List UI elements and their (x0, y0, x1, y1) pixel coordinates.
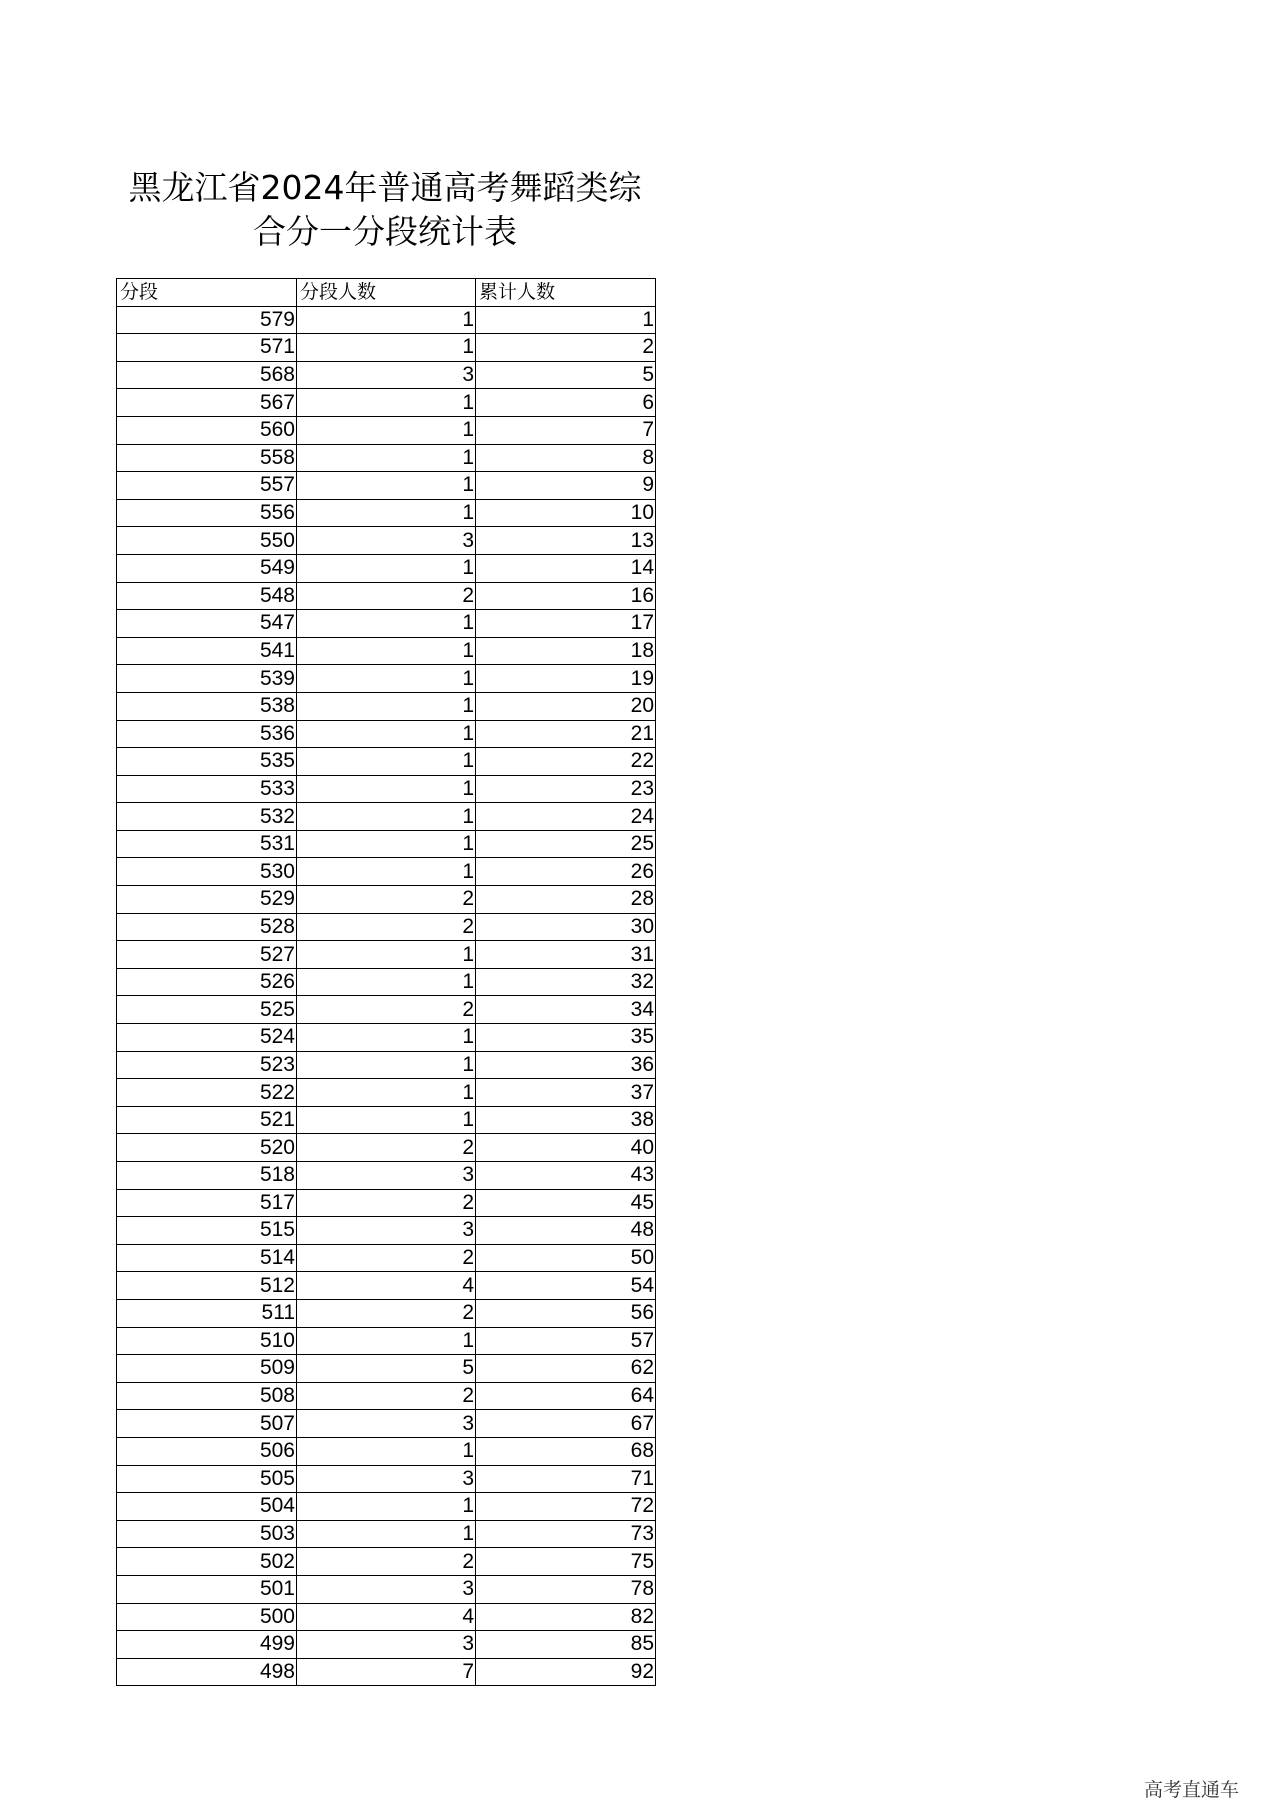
cell-count: 1 (297, 858, 476, 886)
cell-cumulative: 23 (476, 775, 656, 803)
cell-cumulative: 16 (476, 582, 656, 610)
cell-score: 510 (117, 1327, 297, 1355)
cell-cumulative: 2 (476, 334, 656, 362)
cell-score: 549 (117, 554, 297, 582)
cell-cumulative: 8 (476, 444, 656, 472)
table-row (117, 748, 656, 776)
cell-count: 3 (297, 1410, 476, 1438)
cell-cumulative: 43 (476, 1162, 656, 1190)
cell-score: 511 (117, 1299, 297, 1327)
table-row (117, 775, 656, 803)
cell-count: 3 (297, 1631, 476, 1659)
cell-score: 520 (117, 1134, 297, 1162)
cell-score: 521 (117, 1106, 297, 1134)
table-row (117, 996, 656, 1024)
table-row (117, 941, 656, 969)
cell-count: 1 (297, 610, 476, 638)
cell-cumulative: 28 (476, 886, 656, 914)
cell-count: 1 (297, 720, 476, 748)
cell-score: 556 (117, 499, 297, 527)
cell-score: 536 (117, 720, 297, 748)
cell-count: 1 (297, 472, 476, 500)
table-row (117, 472, 656, 500)
table-row (117, 830, 656, 858)
table-row (117, 1299, 656, 1327)
cell-score: 515 (117, 1217, 297, 1245)
cell-count: 1 (297, 1106, 476, 1134)
cell-score: 503 (117, 1520, 297, 1548)
cell-cumulative: 68 (476, 1437, 656, 1465)
cell-score: 558 (117, 444, 297, 472)
cell-cumulative: 92 (476, 1658, 656, 1686)
cell-count: 2 (297, 996, 476, 1024)
cell-score: 518 (117, 1162, 297, 1190)
table-row (117, 1382, 656, 1410)
cell-score: 560 (117, 416, 297, 444)
table-row (117, 858, 656, 886)
cell-cumulative: 75 (476, 1548, 656, 1576)
cell-cumulative: 5 (476, 361, 656, 389)
table-row (117, 1217, 656, 1245)
cell-cumulative: 57 (476, 1327, 656, 1355)
table-row (117, 1162, 656, 1190)
score-distribution-table (116, 278, 656, 1686)
table-row (117, 1244, 656, 1272)
table-row (117, 1465, 656, 1493)
cell-count: 1 (297, 554, 476, 582)
cell-count: 2 (297, 582, 476, 610)
cell-count: 1 (297, 1051, 476, 1079)
table-row (117, 1493, 656, 1521)
cell-count: 2 (297, 1134, 476, 1162)
cell-score: 550 (117, 527, 297, 555)
cell-count: 1 (297, 1520, 476, 1548)
cell-cumulative: 20 (476, 692, 656, 720)
table-row (117, 886, 656, 914)
table-row (117, 554, 656, 582)
cell-score: 532 (117, 803, 297, 831)
cell-count: 1 (297, 1493, 476, 1521)
cell-count: 1 (297, 334, 476, 362)
table-row (117, 1520, 656, 1548)
cell-count: 3 (297, 361, 476, 389)
cell-score: 539 (117, 665, 297, 693)
table-row (117, 1658, 656, 1686)
cell-cumulative: 34 (476, 996, 656, 1024)
cell-score: 507 (117, 1410, 297, 1438)
cell-cumulative: 67 (476, 1410, 656, 1438)
cell-cumulative: 6 (476, 389, 656, 417)
cell-cumulative: 62 (476, 1355, 656, 1383)
cell-cumulative: 22 (476, 748, 656, 776)
column-header-count: 分段人数 (297, 279, 476, 307)
table-row (117, 389, 656, 417)
cell-cumulative: 25 (476, 830, 656, 858)
cell-score: 522 (117, 1079, 297, 1107)
cell-count: 2 (297, 886, 476, 914)
cell-count: 1 (297, 692, 476, 720)
table-row (117, 444, 656, 472)
cell-cumulative: 10 (476, 499, 656, 527)
cell-score: 508 (117, 1382, 297, 1410)
cell-count: 2 (297, 1382, 476, 1410)
table-row (117, 665, 656, 693)
watermark-text: 高考直通车 (1144, 1779, 1240, 1801)
cell-count: 1 (297, 968, 476, 996)
table-row (117, 1631, 656, 1659)
cell-count: 1 (297, 637, 476, 665)
table-row (117, 1189, 656, 1217)
cell-score: 499 (117, 1631, 297, 1659)
cell-cumulative: 30 (476, 913, 656, 941)
cell-count: 5 (297, 1355, 476, 1383)
cell-score: 514 (117, 1244, 297, 1272)
cell-cumulative: 21 (476, 720, 656, 748)
table-body (117, 306, 656, 1686)
cell-cumulative: 54 (476, 1272, 656, 1300)
cell-cumulative: 18 (476, 637, 656, 665)
cell-score: 538 (117, 692, 297, 720)
cell-cumulative: 1 (476, 306, 656, 334)
cell-score: 535 (117, 748, 297, 776)
cell-cumulative: 24 (476, 803, 656, 831)
column-header-score: 分段 (117, 279, 297, 307)
cell-count: 1 (297, 775, 476, 803)
cell-cumulative: 48 (476, 1217, 656, 1245)
cell-cumulative: 56 (476, 1299, 656, 1327)
cell-score: 530 (117, 858, 297, 886)
cell-cumulative: 85 (476, 1631, 656, 1659)
cell-cumulative: 7 (476, 416, 656, 444)
cell-cumulative: 36 (476, 1051, 656, 1079)
table-row (117, 610, 656, 638)
cell-count: 1 (297, 416, 476, 444)
cell-cumulative: 9 (476, 472, 656, 500)
cell-count: 3 (297, 527, 476, 555)
cell-count: 4 (297, 1272, 476, 1300)
document-title (112, 166, 658, 254)
cell-score: 579 (117, 306, 297, 334)
cell-count: 1 (297, 748, 476, 776)
table-row (117, 1327, 656, 1355)
cell-score: 523 (117, 1051, 297, 1079)
cell-count: 2 (297, 1189, 476, 1217)
cell-score: 504 (117, 1493, 297, 1521)
table-row (117, 306, 656, 334)
cell-cumulative: 45 (476, 1189, 656, 1217)
cell-count: 1 (297, 1437, 476, 1465)
cell-score: 548 (117, 582, 297, 610)
cell-count: 1 (297, 1079, 476, 1107)
cell-count: 1 (297, 1327, 476, 1355)
cell-score: 541 (117, 637, 297, 665)
cell-count: 2 (297, 1299, 476, 1327)
table-row (117, 1106, 656, 1134)
table-row (117, 1437, 656, 1465)
cell-count: 1 (297, 803, 476, 831)
cell-score: 524 (117, 1024, 297, 1052)
cell-score: 506 (117, 1437, 297, 1465)
cell-cumulative: 40 (476, 1134, 656, 1162)
table-row (117, 361, 656, 389)
cell-score: 501 (117, 1575, 297, 1603)
cell-count: 3 (297, 1575, 476, 1603)
title-line-2: 合分一分段统计表 (253, 212, 517, 251)
cell-cumulative: 26 (476, 858, 656, 886)
table-row (117, 968, 656, 996)
cell-score: 498 (117, 1658, 297, 1686)
cell-count: 2 (297, 1244, 476, 1272)
cell-count: 2 (297, 913, 476, 941)
table-row (117, 1575, 656, 1603)
cell-count: 1 (297, 389, 476, 417)
cell-cumulative: 71 (476, 1465, 656, 1493)
cell-cumulative: 50 (476, 1244, 656, 1272)
cell-cumulative: 32 (476, 968, 656, 996)
cell-cumulative: 14 (476, 554, 656, 582)
cell-cumulative: 73 (476, 1520, 656, 1548)
cell-count: 1 (297, 665, 476, 693)
table-row (117, 720, 656, 748)
cell-score: 568 (117, 361, 297, 389)
cell-score: 527 (117, 941, 297, 969)
cell-score: 567 (117, 389, 297, 417)
cell-cumulative: 78 (476, 1575, 656, 1603)
cell-score: 526 (117, 968, 297, 996)
cell-count: 1 (297, 830, 476, 858)
cell-count: 3 (297, 1465, 476, 1493)
cell-cumulative: 64 (476, 1382, 656, 1410)
table-row (117, 334, 656, 362)
cell-score: 557 (117, 472, 297, 500)
table-row (117, 527, 656, 555)
cell-score: 571 (117, 334, 297, 362)
cell-count: 3 (297, 1217, 476, 1245)
table-row (117, 1410, 656, 1438)
cell-score: 502 (117, 1548, 297, 1576)
table-row (117, 803, 656, 831)
cell-score: 529 (117, 886, 297, 914)
cell-cumulative: 13 (476, 527, 656, 555)
cell-count: 1 (297, 499, 476, 527)
title-line-1: 黑龙江省2024年普通高考舞蹈类综 (128, 168, 642, 207)
cell-score: 500 (117, 1603, 297, 1631)
cell-count: 1 (297, 306, 476, 334)
cell-score: 505 (117, 1465, 297, 1493)
cell-score: 517 (117, 1189, 297, 1217)
cell-score: 509 (117, 1355, 297, 1383)
cell-score: 531 (117, 830, 297, 858)
table-header-row (117, 279, 656, 307)
cell-cumulative: 35 (476, 1024, 656, 1052)
table-row (117, 1272, 656, 1300)
cell-cumulative: 17 (476, 610, 656, 638)
cell-cumulative: 37 (476, 1079, 656, 1107)
cell-cumulative: 19 (476, 665, 656, 693)
cell-cumulative: 72 (476, 1493, 656, 1521)
cell-count: 4 (297, 1603, 476, 1631)
cell-score: 528 (117, 913, 297, 941)
table-row (117, 499, 656, 527)
cell-score: 533 (117, 775, 297, 803)
cell-count: 1 (297, 941, 476, 969)
table-row (117, 582, 656, 610)
cell-count: 1 (297, 1024, 476, 1052)
cell-score: 512 (117, 1272, 297, 1300)
table-row (117, 637, 656, 665)
cell-count: 7 (297, 1658, 476, 1686)
cell-count: 3 (297, 1162, 476, 1190)
table-row (117, 1024, 656, 1052)
cell-score: 525 (117, 996, 297, 1024)
table-row (117, 692, 656, 720)
cell-count: 2 (297, 1548, 476, 1576)
cell-cumulative: 31 (476, 941, 656, 969)
table-row (117, 1079, 656, 1107)
table-row (117, 416, 656, 444)
column-header-cumulative: 累计人数 (476, 279, 656, 307)
table-row (117, 1051, 656, 1079)
cell-cumulative: 38 (476, 1106, 656, 1134)
table-row (117, 1603, 656, 1631)
cell-cumulative: 82 (476, 1603, 656, 1631)
table-row (117, 1134, 656, 1162)
table-row (117, 1548, 656, 1576)
cell-score: 547 (117, 610, 297, 638)
cell-count: 1 (297, 444, 476, 472)
table-row (117, 1355, 656, 1383)
table-row (117, 913, 656, 941)
